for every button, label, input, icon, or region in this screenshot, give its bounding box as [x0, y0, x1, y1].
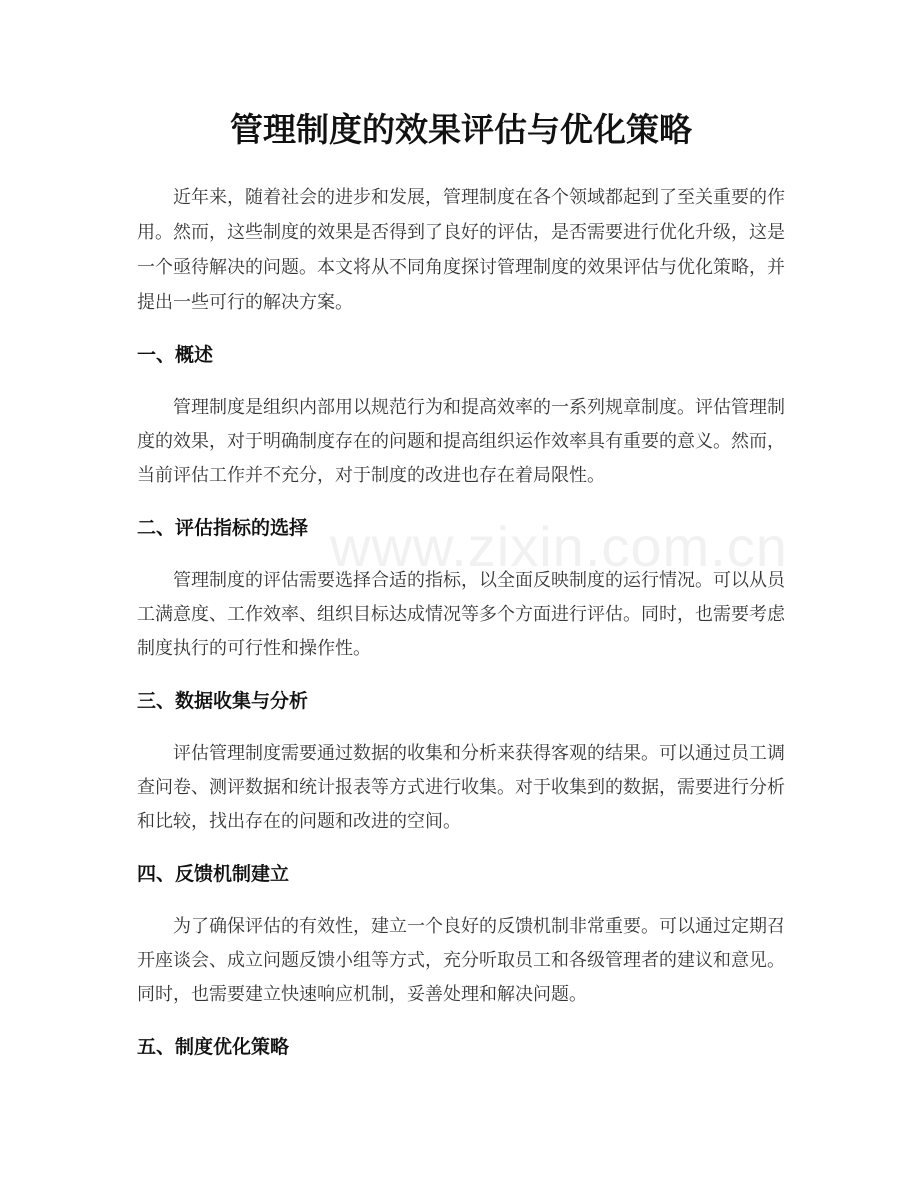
document-page: [137, 110, 785, 1083]
section-paragraph-overview: 管理制度是组织内部用以规范行为和提高效率的一系列规章制度。评估管理制度的效果，对于明确制度存在的问题和提高组织运作效率具有重要的意义。然而，当前评估工作并不充分，对于制度的改进也存在着局限性。: [137, 397, 785, 486]
intro-paragraph: 近年来，随着社会的进步和发展，管理制度在各个领域都起到了至关重要的作用。然而，这些制度的效果是否得到了良好的评估，是否需要进行优化升级，这是一个亟待解决的问题。本文将从不同角度探讨管理制度的效果评估与优化策略，并提出一些可行的解决方案。: [137, 187, 785, 313]
section-heading-indicator-selection: 二、评估指标的选择: [137, 517, 309, 539]
section-paragraph-indicator-selection: 管理制度的评估需要选择合适的指标，以全面反映制度的运行情况。可以从员工满意度、工作效率、组织目标达成情况等多个方面进行评估。同时，也需要考虑制度执行的可行性和操作性。: [137, 570, 785, 659]
section-paragraph-feedback-mechanism: 为了确保评估的有效性，建立一个良好的反馈机制非常重要。可以通过定期召开座谈会、成立问题反馈小组等方式，充分听取员工和各级管理者的建议和意见。同时，也需要建立快速响应机制，妥善处理和解决问题。: [137, 916, 785, 1005]
section-heading-feedback-mechanism: 四、反馈机制建立: [137, 863, 290, 885]
document-title: 管理制度的效果评估与优化策略: [230, 110, 692, 149]
section-paragraph-data-collection: 评估管理制度需要通过数据的收集和分析来获得客观的结果。可以通过员工调查问卷、测评数据和统计报表等方式进行收集。对于收集到的数据，需要进行分析和比较，找出存在的问题和改进的空间。: [137, 743, 785, 832]
section-heading-optimization-strategy: 五、制度优化策略: [137, 1036, 290, 1058]
section-heading-data-collection: 三、数据收集与分析: [137, 690, 309, 712]
watermark: www.zixin.com.cn: [330, 515, 788, 578]
section-heading-overview: 一、概述: [137, 344, 214, 366]
